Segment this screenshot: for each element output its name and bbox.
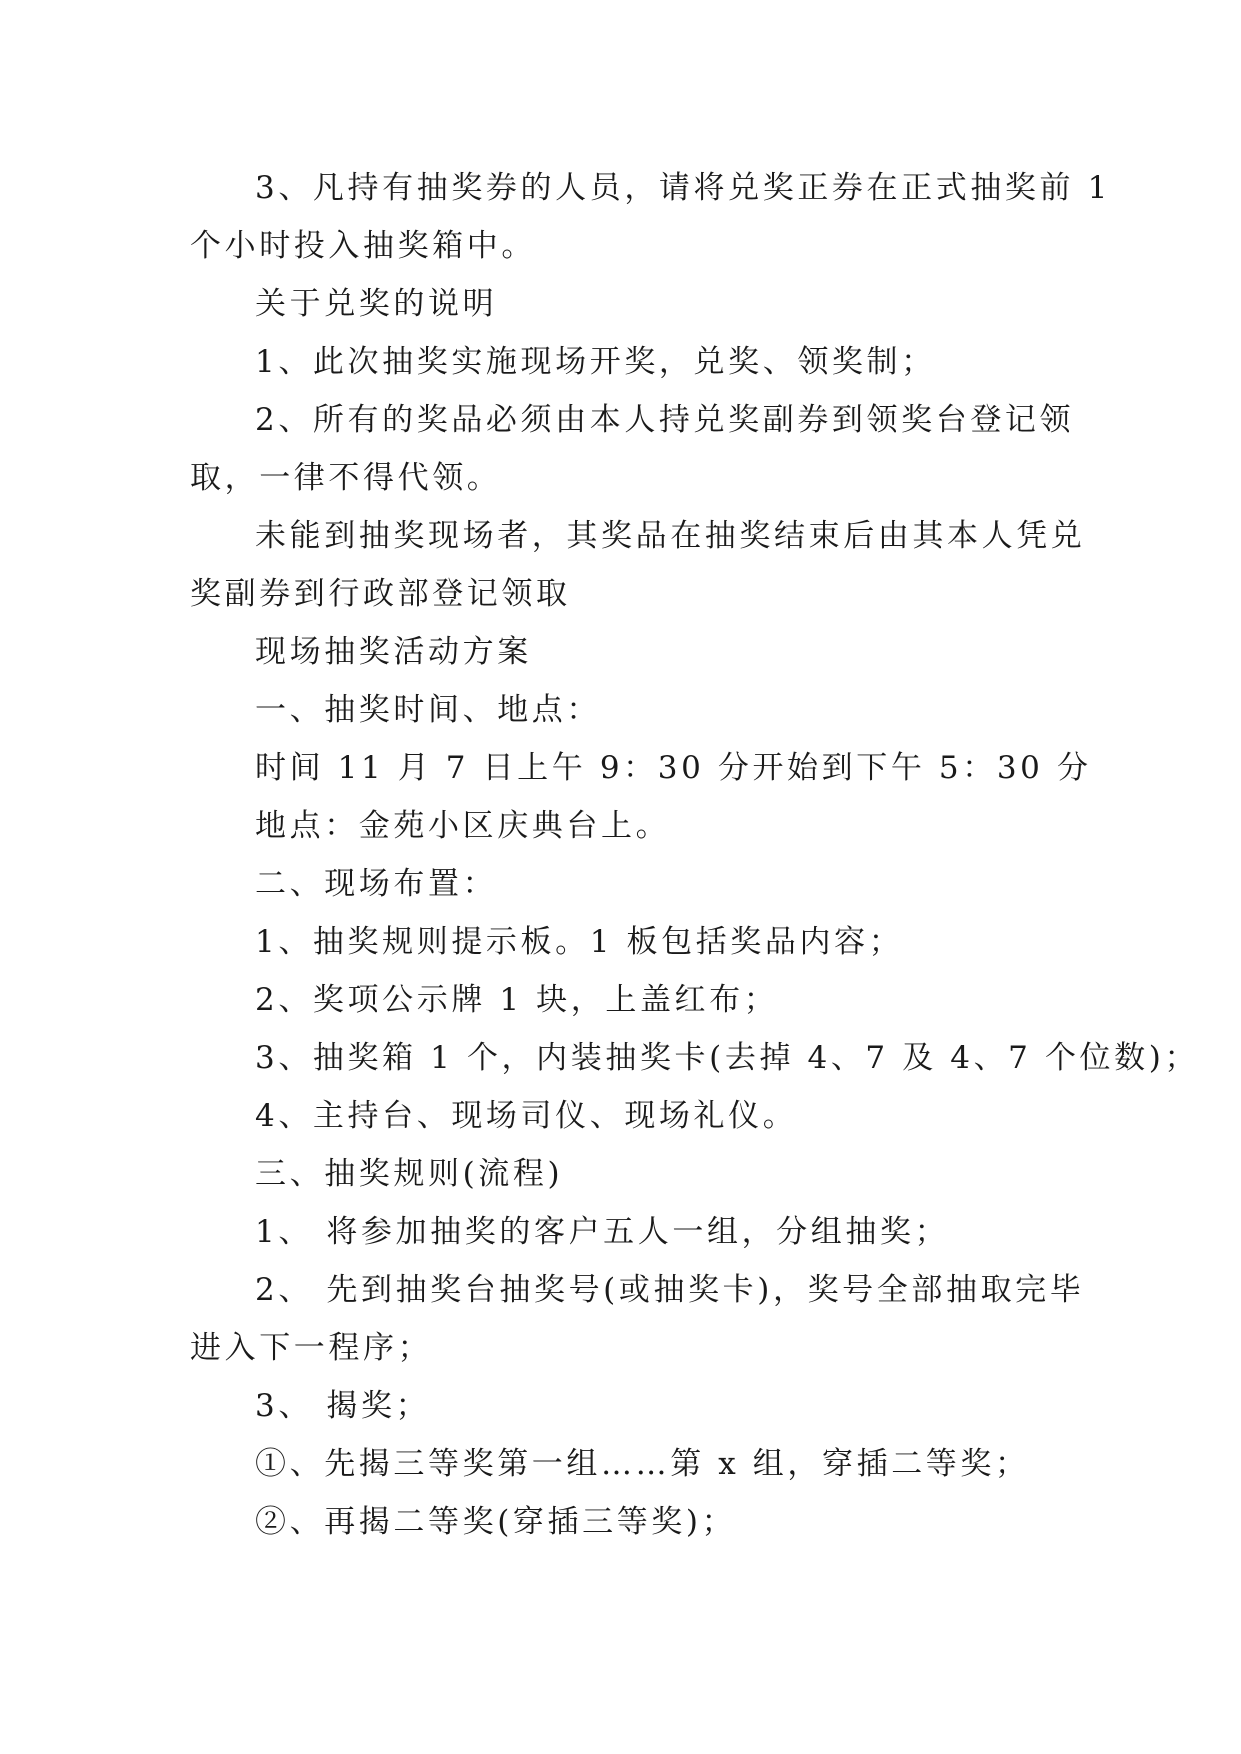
- paragraph-line: 2、 先到抽奖台抽奖号(或抽奖卡)，奖号全部抽取完毕: [255, 1272, 1085, 1308]
- paragraph-line: 1、抽奖规则提示板。1 板包括奖品内容；: [255, 924, 904, 960]
- paragraph-line: 取，一律不得代领。: [190, 460, 502, 496]
- paragraph-line: 3、抽奖箱 1 个，内装抽奖卡(去掉 4、7 及 4、7 个位数)；: [255, 1040, 1200, 1076]
- paragraph-line: 时间 11 月 7 日上午 9：30 分开始到下午 5：30 分: [255, 750, 1092, 786]
- section-heading: 关于兑奖的说明: [255, 286, 498, 322]
- section-heading: 一、抽奖时间、地点：: [255, 692, 601, 728]
- paragraph-line: 2、奖项公示牌 1 块，上盖红布；: [255, 982, 779, 1018]
- paragraph-line: 地点：金苑小区庆典台上。: [255, 808, 671, 844]
- paragraph-line: ②、再揭二等奖(穿插三等奖)；: [255, 1504, 737, 1540]
- paragraph-line: 3、凡持有抽奖券的人员，请将兑奖正券在正式抽奖前 1: [255, 170, 1111, 206]
- paragraph-line: 1、此次抽奖实施现场开奖，兑奖、领奖制；: [255, 344, 936, 380]
- paragraph-line: ①、先揭三等奖第一组……第 x 组，穿插二等奖；: [255, 1446, 1030, 1482]
- paragraph-line: 未能到抽奖现场者，其奖品在抽奖结束后由其本人凭兑: [255, 518, 1086, 554]
- paragraph-line: 1、 将参加抽奖的客户五人一组，分组抽奖；: [255, 1214, 950, 1250]
- section-heading: 现场抽奖活动方案: [255, 634, 532, 670]
- section-heading: 三、抽奖规则(流程): [255, 1156, 564, 1192]
- section-heading: 二、现场布置：: [255, 866, 498, 902]
- paragraph-line: 进入下一程序；: [190, 1330, 433, 1366]
- paragraph-line: 个小时投入抽奖箱中。: [190, 228, 536, 264]
- paragraph-line: 4、主持台、现场司仪、现场礼仪。: [255, 1098, 798, 1134]
- paragraph-line: 3、 揭奖；: [255, 1388, 431, 1424]
- paragraph-line: 奖副券到行政部登记领取: [190, 576, 571, 612]
- paragraph-line: 2、所有的奖品必须由本人持兑奖副券到领奖台登记领: [255, 402, 1075, 438]
